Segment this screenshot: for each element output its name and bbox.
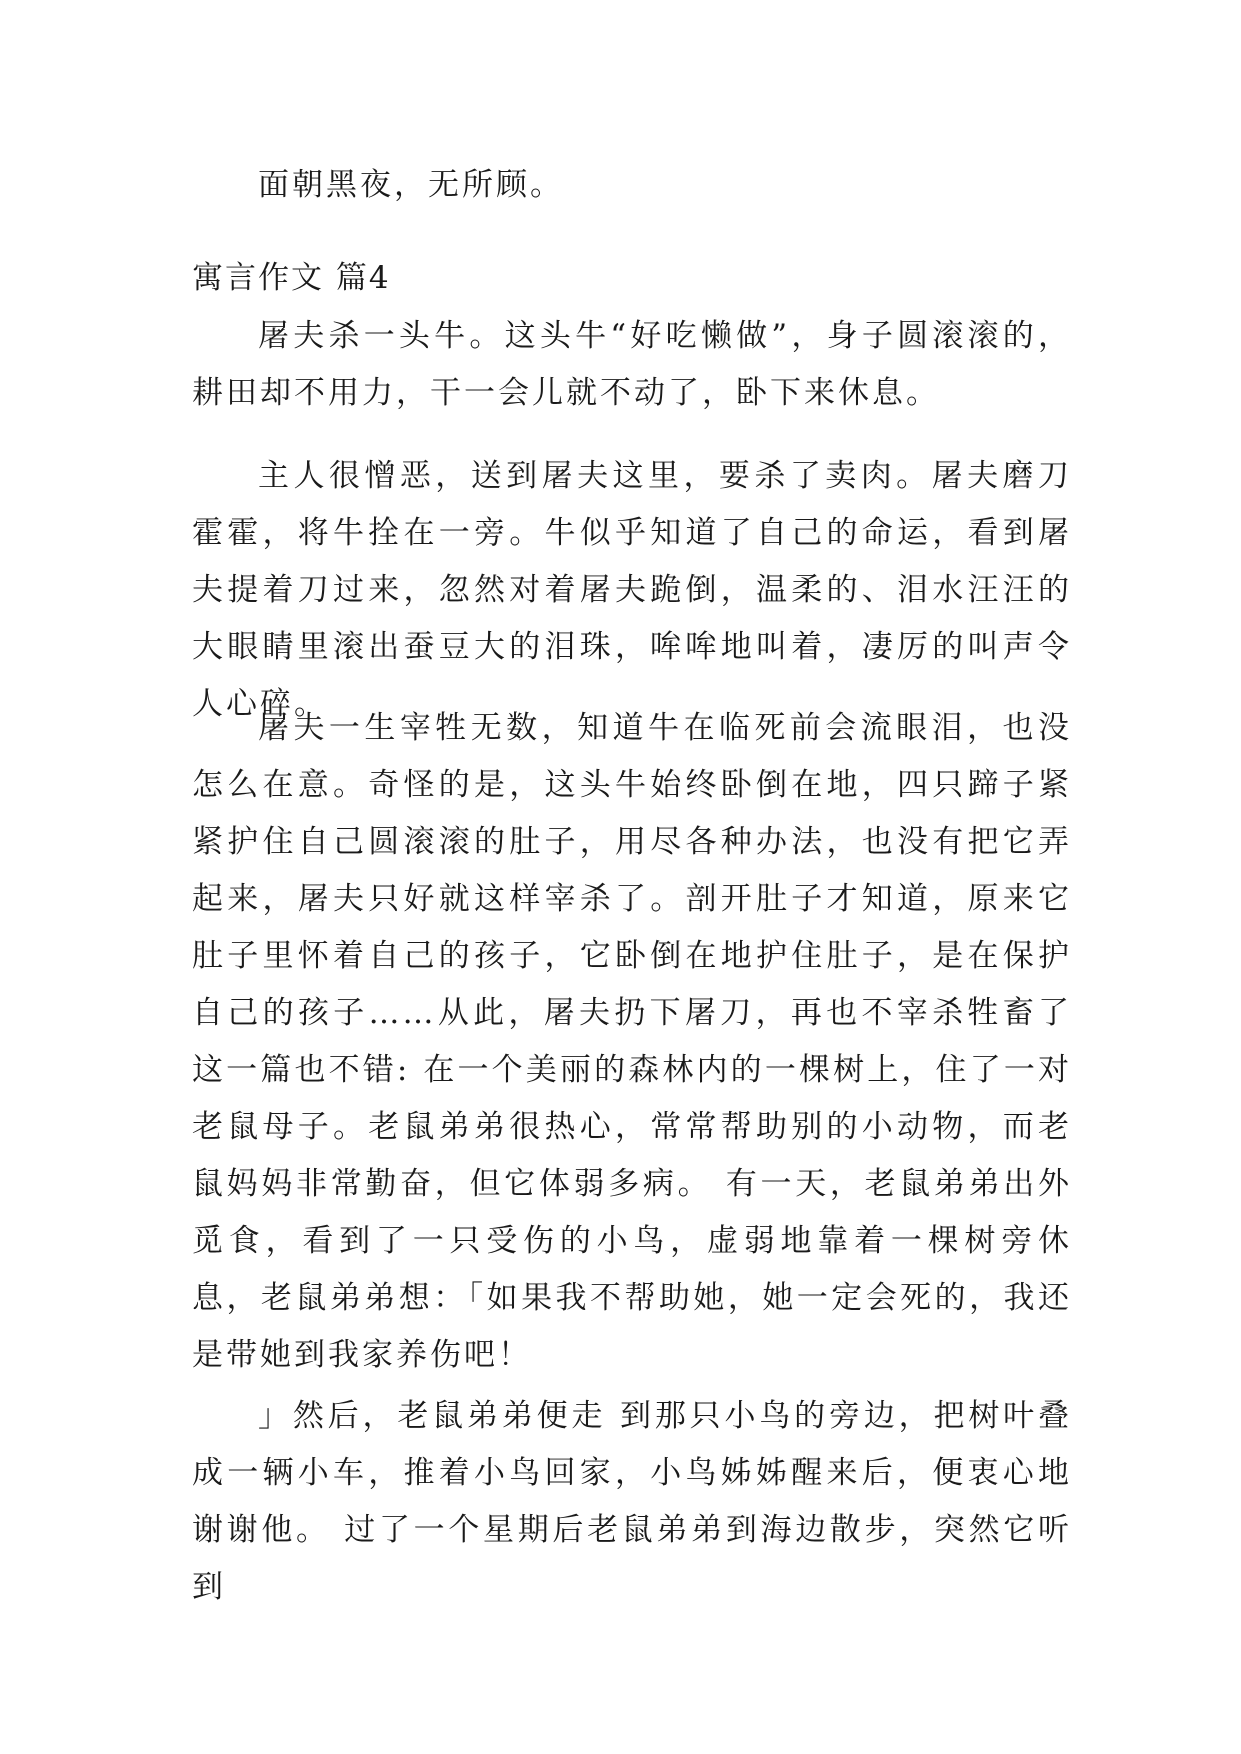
- paragraph: 」然后，老鼠弟弟便走 到那只小鸟的旁边，把树叶叠成一辆小车，推着小鸟回家，小鸟姊姊醒来后，便衷心地谢谢他。 过了一个星期后老鼠弟弟到海边散步，突然它听到: [192, 1398, 1072, 1605]
- paragraph: 屠夫杀一头牛。这头牛“好吃懒做”，身子圆滚滚的，耕田却不用力，干一会儿就不动了，卧下来休息。: [192, 318, 1072, 411]
- paragraph: 主人很憎恶，送到屠夫这里，要杀了卖肉。屠夫磨刀霍霍，将牛拴在一旁。牛似乎知道了自己的命运，看到屠夫提着刀过来，忽然对着屠夫跪倒，温柔的、泪水汪汪的大眼睛里滚出蚕豆大的泪珠，哞哞地叫着，凄厉的叫声令人心碎。: [192, 458, 1072, 722]
- section-heading: 寓言作文 篇4: [192, 260, 391, 296]
- paragraph: 屠夫一生宰牲无数，知道牛在临死前会流眼泪，也没怎么在意。奇怪的是，这头牛始终卧倒在地，四只蹄子紧紧护住自己圆滚滚的肚子，用尽各种办法，也没有把它弄起来，屠夫只好就这样宰杀了。剖开肚子才知道，原来它肚子里怀着自己的孩子，它卧倒在地护住肚子，是在保护自己的孩子……从此，屠夫扔下屠刀，再也不宰杀牲畜了 这一篇也不错: 在一个美丽的森林内的一棵树上，住了一对老鼠母子。老鼠弟弟很热心，常常帮助别的小动物，而老鼠妈妈非常勤奋，但它体弱多病。 有一天，老鼠弟弟出外觅食，看到了一只受伤的小鸟，虚弱地靠着一棵树旁休息，老鼠弟弟想：「如果我不帮助她，她一定会死的，我还是带她到我家养伤吧！: [192, 710, 1072, 1373]
- closing-line: 面朝黑夜，无所顾。: [258, 167, 564, 203]
